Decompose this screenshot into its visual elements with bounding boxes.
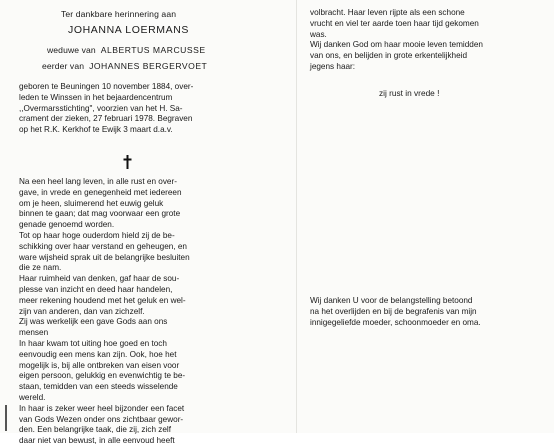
tribute-text-right [310, 8, 550, 73]
text-line: Wij danken God om haar mooie leven temidden [310, 40, 483, 50]
bio-line: leden te Winssen in het bejaardencentrum [19, 92, 173, 102]
bio-line: op het R.K. Kerkhof te Ewijk 3 maart d.a.v. [19, 125, 173, 135]
text-line: vrucht en viel ter aarde toen haar tijd gekomen [310, 18, 479, 28]
biography-paragraph [19, 82, 277, 136]
earlier-prefix: eerder van [42, 61, 85, 71]
text-line: Zij was werkelijk een gave Gods aan ons [19, 317, 168, 327]
thanks-line: Wij danken U voor de belangstelling betoond [310, 296, 473, 305]
text-line: gave, in vrede en genegenheid met iedereen [19, 187, 182, 197]
first-husband-name: JOHANNES BERGERVOET [89, 61, 208, 71]
thanks-paragraph [310, 296, 550, 328]
text-line: om je heen, sluimerend het euwig geluk [19, 198, 164, 208]
bio-line: crament der zieken, 27 februari 1978. Begraven [19, 114, 193, 124]
rest-in-peace-line: zij rust in vrede ! [379, 88, 440, 98]
text-line: meer rekening houdend met het geluk en wel- [19, 295, 186, 305]
tribute-text-left [19, 177, 279, 447]
earlier-line [42, 61, 207, 71]
text-line: wereld. [19, 392, 46, 402]
widow-line [47, 45, 206, 55]
text-line: van Gods Wezen onder ons zichtbaar gewor- [19, 414, 184, 424]
text-line: ware wijsheid sprak uit de belangrijke besluiten [19, 252, 190, 262]
text-line: plesse van inzicht en deed haar handelen, [19, 284, 173, 294]
text-line: den. Een belangrijke taak, die zij, zich zelf [19, 425, 172, 435]
text-line: eigen persoon, gelukkig en evenwichtig te be- [19, 371, 186, 381]
thanks-line: na het overlijden en bij de begrafenis van mijn [310, 306, 477, 316]
text-line: In haar is zeker weer heel bijzonder een facet [19, 403, 185, 413]
cross-icon [123, 155, 132, 169]
text-line: zijn van anderen, dan van zichzelf. [19, 306, 145, 316]
text-line: staan, temidden van een steeds wisselende [19, 382, 178, 392]
text-line: daar niet van bewust, in alle eenvoud heeft [19, 436, 175, 446]
text-line: mensen [19, 328, 49, 338]
husband-name: ALBERTUS MARCUSSE [100, 45, 206, 55]
right-panel [296, 0, 554, 433]
deceased-name: JOHANNA LOERMANS [68, 24, 190, 36]
text-line: mogelijk is, bij alle ontbreken van eisen voor [19, 360, 180, 370]
text-line: die ze nam. [19, 263, 62, 273]
dedication-line: Ter dankbare herinnering aan [61, 9, 177, 19]
text-line: Tot op haar hoge ouderdom hield zij de be- [19, 230, 175, 240]
text-line: binnen te gaan; dat mag voorwaar een grote [19, 209, 181, 219]
text-line: was. [310, 29, 327, 39]
text-line: genade genoemd worden. [19, 220, 115, 230]
text-line: van ons, en belijden in grote erkentelijkheid [310, 51, 468, 61]
text-line: eenvoudig een mens kan zijn. Ook, hoe het [19, 349, 177, 359]
bio-line: ,,Overmarsstichting", voorzien van het H. Sa- [19, 103, 183, 113]
text-line: In haar kwam tot uiting hoe goed en toch [19, 338, 167, 348]
widow-prefix: weduwe van [47, 45, 96, 55]
text-line: Na een heel lang leven, in alle rust en over- [19, 177, 177, 186]
text-line: jegens haar: [310, 61, 356, 71]
bio-line: geboren te Beuningen 10 november 1884, over- [19, 82, 194, 91]
thanks-line: innigegeliefde moeder, schoonmoeder en oma. [310, 317, 481, 327]
text-line: schikking over haar verstand en geheugen, en [19, 241, 187, 251]
text-line: Haar ruimheid van denken, gaf haar de sou- [19, 274, 180, 284]
text-line: volbracht. Haar leven rijpte als een schone [310, 8, 465, 17]
